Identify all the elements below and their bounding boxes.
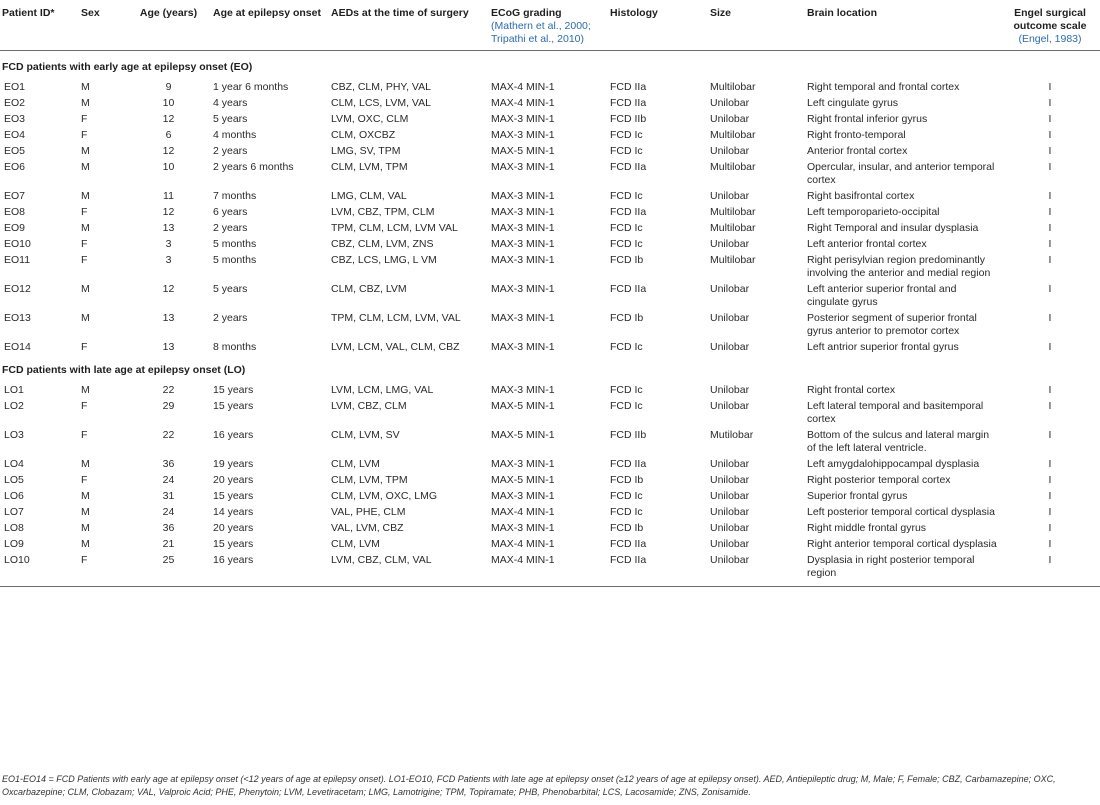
header-engel-label: Engel surgical outcome scale — [1013, 7, 1087, 32]
cell-engel: I — [1048, 474, 1052, 486]
header-aeds: AEDs at the time of surgery — [331, 7, 469, 19]
cell-sex: F — [81, 474, 88, 486]
cell-histology: FCD IIb — [610, 429, 647, 441]
cell-aeds: CLM, OXCBZ — [331, 129, 396, 141]
cell-brain-location: Dysplasia in right posterior temporal region — [805, 551, 1000, 587]
cell-sex: M — [81, 490, 90, 502]
table-row — [0, 397, 1100, 426]
cell-age-onset: 20 years — [213, 522, 254, 534]
cell-patient-id: LO3 — [4, 429, 24, 441]
cell-engel: I — [1048, 254, 1052, 266]
cell-patient-id: EO3 — [4, 113, 26, 125]
cell-sex: M — [81, 312, 90, 324]
cell-sex: M — [81, 283, 90, 295]
cell-patient-id: LO9 — [4, 538, 24, 550]
cell-age: 24 — [162, 506, 175, 518]
cell-patient-id: EO8 — [4, 206, 26, 218]
cell-histology: FCD IIa — [610, 538, 647, 550]
cell-histology: FCD Ic — [610, 341, 643, 353]
cell-histology: FCD Ic — [610, 238, 643, 250]
cell-ecog: MAX-3 MIN-1 — [491, 522, 555, 534]
cell-age: 36 — [162, 458, 175, 470]
cell-age-onset: 15 years — [213, 538, 254, 550]
cell-size: Unilobar — [710, 341, 750, 353]
cell-engel: I — [1048, 522, 1052, 534]
cell-brain-location: Opercular, insular, and anterior temporal cortex — [807, 161, 995, 186]
cell-histology: FCD Ic — [610, 145, 643, 157]
cell-patient-id: EO12 — [4, 283, 31, 295]
section-title: FCD patients with late age at epilepsy onset (LO) — [2, 364, 246, 376]
table-row — [0, 381, 1100, 397]
cell-engel: I — [1048, 384, 1052, 396]
cell-ecog: MAX-4 MIN-1 — [489, 551, 608, 587]
cell-sex: M — [81, 384, 90, 396]
cell-aeds: LVM, LCM, VAL, CLM, CBZ — [331, 341, 460, 353]
cell-ecog: MAX-3 MIN-1 — [491, 238, 555, 250]
cell-ecog: MAX-4 MIN-1 — [491, 506, 555, 518]
cell-patient-id: LO2 — [4, 400, 24, 412]
cell-histology: FCD IIa — [610, 458, 647, 470]
cell-engel: I — [1048, 400, 1052, 412]
cell-aeds: LVM, CBZ, TPM, CLM — [331, 206, 435, 218]
cell-histology: FCD IIa — [608, 551, 708, 587]
cell-age: 36 — [162, 522, 175, 534]
cell-aeds: CLM, LCS, LVM, VAL — [331, 97, 431, 109]
cell-brain-location: Right basifrontal cortex — [807, 190, 915, 202]
cell-sex: F — [81, 254, 88, 266]
cell-aeds: LVM, CBZ, CLM, VAL — [329, 551, 489, 587]
cell-aeds: CLM, LVM, TPM — [331, 474, 408, 486]
table-row — [0, 203, 1100, 219]
table-row — [0, 235, 1100, 251]
table-row — [0, 78, 1100, 94]
table-row — [0, 455, 1100, 471]
cell-patient-id: LO8 — [4, 522, 24, 534]
cell-size: Unilobar — [710, 283, 750, 295]
table-row — [0, 487, 1100, 503]
cell-age: 6 — [165, 129, 172, 141]
table-row — [0, 535, 1100, 551]
cell-brain-location: Right posterior temporal cortex — [807, 474, 951, 486]
cell-age: 13 — [162, 341, 175, 353]
cell-ecog: MAX-3 MIN-1 — [491, 161, 555, 173]
cell-size: Unilobar — [710, 522, 750, 534]
cell-age-onset: 1 year 6 months — [213, 81, 289, 93]
table-row — [0, 94, 1100, 110]
cell-aeds: LVM, LCM, LMG, VAL — [331, 384, 434, 396]
cell-size: Multilobar — [710, 206, 756, 218]
cell-age-onset: 14 years — [213, 506, 254, 518]
cell-patient-id: EO7 — [4, 190, 26, 202]
cell-histology: FCD IIa — [610, 81, 647, 93]
cell-sex: F — [81, 400, 88, 412]
cell-brain-location: Left anterior frontal cortex — [807, 238, 927, 250]
cell-sex: M — [81, 222, 90, 234]
cell-aeds: LMG, CLM, VAL — [331, 190, 407, 202]
cell-age: 24 — [162, 474, 175, 486]
cell-patient-id: EO10 — [4, 238, 31, 250]
cell-sex: M — [81, 81, 90, 93]
cell-engel: I — [1048, 312, 1052, 324]
cell-engel: I — [1048, 341, 1052, 353]
cell-histology: FCD IIb — [610, 113, 647, 125]
cell-histology: FCD IIa — [610, 97, 647, 109]
header-size: Size — [710, 7, 732, 19]
cell-size: Unilobar — [710, 238, 750, 250]
section-header-row — [0, 354, 1100, 381]
cell-engel: I — [1048, 429, 1052, 441]
header-sex: Sex — [81, 7, 100, 19]
cell-sex: M — [81, 458, 90, 470]
cell-sex: M — [81, 506, 90, 518]
cell-brain-location: Bottom of the sulcus and lateral margin of the left lateral ventricle. — [807, 429, 990, 454]
cell-age-onset: 5 months — [213, 238, 257, 250]
cell-patient-id: EO5 — [4, 145, 26, 157]
cell-age: 12 — [162, 283, 175, 295]
cell-age: 31 — [162, 490, 175, 502]
cell-aeds: LMG, SV, TPM — [331, 145, 401, 157]
cell-engel: I — [1048, 206, 1052, 218]
cell-histology: FCD IIa — [610, 161, 647, 173]
table-body — [0, 51, 1100, 587]
cell-age-onset: 19 years — [213, 458, 254, 470]
cell-size: Unilobar — [710, 190, 750, 202]
cell-age-onset: 16 years — [211, 551, 329, 587]
cell-age-onset: 2 years — [213, 222, 248, 234]
cell-engel: I — [1048, 129, 1052, 141]
cell-ecog: MAX-3 MIN-1 — [491, 312, 555, 324]
cell-size: Unilobar — [710, 506, 750, 518]
cell-histology: FCD Ic — [610, 222, 643, 234]
cell-aeds: CLM, LVM — [331, 458, 380, 470]
cell-sex: M — [81, 522, 90, 534]
cell-patient-id: LO4 — [4, 458, 24, 470]
cell-brain-location: Right frontal inferior gyrus — [807, 113, 928, 125]
table-footnote: EO1-EO14 = FCD Patients with early age at epilepsy onset (<12 years of age at epilepsy onset). LO1-EO10, FCD Patients with late age at epilepsy onset (≥12 years of age at epilepsy onset). AED, Antiepileptic drug; M, Male; F, Female; CBZ, Carbamazepine; OXC, Oxcarbazepine; CLM, Clobazam; VAL, Valproic Acid; PHE, Phenytoin; LVM, Levetiracetam; LMG, Lamotrigine; TPM, Topiramate; PHB, Phenobarbital; LCS, Lacosamide; ZNS, Zonisamide. — [2, 774, 1056, 797]
cell-ecog: MAX-4 MIN-1 — [491, 538, 555, 550]
cell-size: Mutilobar — [710, 429, 754, 441]
cell-histology: FCD Ib — [610, 474, 644, 486]
cell-size: Unilobar — [710, 538, 750, 550]
cell-age-onset: 16 years — [213, 429, 254, 441]
cell-sex: F — [81, 129, 88, 141]
cell-ecog: MAX-5 MIN-1 — [491, 474, 555, 486]
cell-patient-id: EO4 — [4, 129, 26, 141]
cell-patient-id: EO11 — [4, 254, 31, 266]
cell-engel: I — [1048, 458, 1052, 470]
cell-ecog: MAX-3 MIN-1 — [491, 190, 555, 202]
table-row — [0, 158, 1100, 187]
cell-brain-location: Superior frontal gyrus — [807, 490, 908, 502]
cell-ecog: MAX-5 MIN-1 — [491, 400, 555, 412]
cell-patient-id: EO6 — [4, 161, 26, 173]
cell-size: Unilobar — [710, 400, 750, 412]
cell-brain-location: Left antrior superior frontal gyrus — [807, 341, 959, 353]
cell-age: 13 — [162, 312, 175, 324]
header-brain-location: Brain location — [807, 7, 878, 19]
header-histology: Histology — [610, 7, 658, 19]
cell-age: 25 — [126, 551, 211, 587]
cell-patient-id: LO6 — [4, 490, 24, 502]
cell-aeds: LVM, CBZ, CLM — [331, 400, 407, 412]
cell-patient-id: EO1 — [4, 81, 26, 93]
table-row — [0, 280, 1100, 309]
cell-age: 22 — [162, 384, 175, 396]
cell-age-onset: 15 years — [213, 490, 254, 502]
cell-patient-id: LO7 — [4, 506, 24, 518]
cell-age-onset: 2 years — [213, 145, 248, 157]
cell-brain-location: Posterior segment of superior frontal gyrus anterior to premotor cortex — [807, 312, 977, 337]
table-row — [0, 251, 1100, 280]
cell-patient-id: LO1 — [4, 384, 24, 396]
cell-age-onset: 20 years — [213, 474, 254, 486]
cell-engel: I — [1048, 538, 1052, 550]
cell-size: Unilobar — [710, 312, 750, 324]
cell-patient-id: LO10 — [0, 551, 79, 587]
header-age: Age (years) — [139, 7, 198, 19]
cell-aeds: CBZ, CLM, LVM, ZNS — [331, 238, 434, 250]
section-title: FCD patients with early age at epilepsy onset (EO) — [2, 61, 253, 73]
table-row — [0, 126, 1100, 142]
cell-aeds: LVM, OXC, CLM — [331, 113, 409, 125]
cell-brain-location: Left temporoparieto-occipital — [807, 206, 940, 218]
cell-ecog: MAX-4 MIN-1 — [491, 97, 555, 109]
cell-brain-location: Left lateral temporal and basitemporal cortex — [807, 400, 984, 425]
table-row — [0, 426, 1100, 455]
cell-brain-location: Right temporal and frontal cortex — [807, 81, 960, 93]
cell-sex: F — [79, 551, 126, 587]
cell-age-onset: 6 years — [213, 206, 248, 218]
cell-ecog: MAX-3 MIN-1 — [491, 254, 555, 266]
cell-ecog: MAX-3 MIN-1 — [491, 206, 555, 218]
cell-aeds: TPM, CLM, LCM, LVM, VAL — [331, 312, 461, 324]
cell-ecog: MAX-3 MIN-1 — [491, 129, 555, 141]
cell-age: 21 — [162, 538, 175, 550]
cell-age: 10 — [162, 97, 175, 109]
cell-engel: I — [1048, 145, 1052, 157]
cell-sex: F — [81, 113, 88, 125]
cell-histology: FCD Ic — [610, 190, 643, 202]
cell-size: Unilobar — [710, 458, 750, 470]
cell-brain-location: Left anterior superior frontal and cingulate gyrus — [807, 283, 957, 308]
cell-age-onset: 5 months — [213, 254, 257, 266]
cell-histology: FCD Ic — [610, 384, 643, 396]
cell-sex: M — [81, 538, 90, 550]
cell-size: Multilobar — [710, 161, 756, 173]
cell-sex: F — [81, 429, 88, 441]
header-engel — [1000, 2, 1100, 51]
cell-aeds: CLM, CBZ, LVM — [331, 283, 407, 295]
cell-ecog: MAX-4 MIN-1 — [491, 81, 555, 93]
cell-patient-id: EO2 — [4, 97, 26, 109]
cell-age-onset: 8 months — [213, 341, 257, 353]
cell-histology: FCD Ic — [610, 129, 643, 141]
cell-size: Unilobar — [708, 551, 805, 587]
cell-age-onset: 15 years — [213, 400, 254, 412]
cell-histology: FCD Ib — [610, 312, 644, 324]
cell-ecog: MAX-3 MIN-1 — [491, 113, 555, 125]
table-row — [0, 471, 1100, 487]
cell-sex: F — [81, 238, 88, 250]
cell-ecog: MAX-3 MIN-1 — [491, 490, 555, 502]
cell-histology: FCD Ic — [610, 506, 643, 518]
cell-sex: M — [81, 145, 90, 157]
table-row — [0, 503, 1100, 519]
cell-ecog: MAX-5 MIN-1 — [491, 429, 555, 441]
cell-ecog: MAX-3 MIN-1 — [491, 283, 555, 295]
cell-aeds: CBZ, CLM, PHY, VAL — [331, 81, 431, 93]
header-ecog-label: ECoG grading — [491, 7, 562, 19]
cell-engel: I — [1048, 238, 1052, 250]
cell-size: Unilobar — [710, 145, 750, 157]
cell-aeds: CLM, LVM, TPM — [331, 161, 408, 173]
cell-histology: FCD Ib — [610, 522, 644, 534]
cell-sex: M — [81, 190, 90, 202]
cell-age-onset: 2 years — [213, 312, 248, 324]
cell-ecog: MAX-3 MIN-1 — [491, 341, 555, 353]
cell-ecog: MAX-3 MIN-1 — [491, 384, 555, 396]
header-engel-citation-link[interactable]: (Engel, 1983) — [1018, 33, 1082, 45]
cell-size: Unilobar — [710, 474, 750, 486]
cell-aeds: CBZ, LCS, LMG, L VM — [331, 254, 437, 266]
cell-age: 3 — [165, 238, 172, 250]
cell-ecog: MAX-3 MIN-1 — [491, 458, 555, 470]
cell-engel: I — [1048, 190, 1052, 202]
cell-sex: M — [81, 97, 90, 109]
cell-age: 11 — [163, 190, 174, 202]
cell-age-onset: 15 years — [213, 384, 254, 396]
cell-age-onset: 2 years 6 months — [213, 161, 294, 173]
cell-brain-location: Right Temporal and insular dysplasia — [807, 222, 979, 234]
cell-age-onset: 7 months — [213, 190, 257, 202]
cell-histology: FCD Ic — [610, 400, 643, 412]
cell-sex: F — [81, 341, 88, 353]
cell-size: Multilobar — [710, 254, 756, 266]
header-age-onset: Age at epilepsy onset — [213, 7, 321, 19]
cell-size: Multilobar — [710, 81, 756, 93]
cell-age: 9 — [165, 81, 172, 93]
cell-brain-location: Left posterior temporal cortical dysplasia — [807, 506, 995, 518]
cell-age: 13 — [162, 222, 175, 234]
cell-age-onset: 5 years — [213, 283, 248, 295]
cell-patient-id: EO14 — [4, 341, 31, 353]
table-row — [0, 551, 1100, 587]
cell-ecog: MAX-3 MIN-1 — [491, 222, 555, 234]
cell-brain-location: Right frontal cortex — [807, 384, 896, 396]
cell-brain-location: Right middle frontal gyrus — [807, 522, 927, 534]
table-header — [0, 2, 1100, 51]
table-row — [0, 187, 1100, 203]
cell-histology: FCD Ib — [610, 254, 644, 266]
cell-engel: I — [1000, 551, 1100, 587]
cell-patient-id: EO13 — [4, 312, 31, 324]
cell-size: Unilobar — [710, 97, 750, 109]
table-row — [0, 519, 1100, 535]
cell-sex: F — [81, 206, 88, 218]
cell-engel: I — [1048, 222, 1052, 234]
cell-size: Multilobar — [710, 129, 756, 141]
cell-age-onset: 5 years — [213, 113, 248, 125]
patient-table — [0, 2, 1100, 587]
cell-brain-location: Anterior frontal cortex — [807, 145, 908, 157]
cell-engel: I — [1048, 490, 1052, 502]
header-ecog — [489, 2, 608, 51]
cell-engel: I — [1048, 81, 1052, 93]
cell-ecog: MAX-5 MIN-1 — [491, 145, 555, 157]
header-ecog-citation-link[interactable]: (Mathern et al., 2000; Tripathi et al., 2010) — [491, 20, 591, 45]
table-row — [0, 338, 1100, 354]
cell-brain-location: Left cingulate gyrus — [807, 97, 899, 109]
cell-engel: I — [1048, 113, 1052, 125]
section-header-row — [0, 51, 1100, 79]
cell-engel: I — [1048, 161, 1052, 173]
cell-aeds: CLM, LVM, SV — [331, 429, 400, 441]
cell-brain-location: Right perisylvian region predominantly involving the anterior and medial region — [807, 254, 991, 279]
cell-size: Unilobar — [710, 113, 750, 125]
cell-age: 12 — [162, 145, 175, 157]
cell-histology: FCD Ic — [610, 490, 643, 502]
cell-histology: FCD IIa — [610, 206, 647, 218]
cell-age-onset: 4 years — [213, 97, 248, 109]
cell-aeds: VAL, LVM, CBZ — [331, 522, 404, 534]
cell-engel: I — [1048, 506, 1052, 518]
cell-age: 10 — [162, 161, 175, 173]
cell-aeds: TPM, CLM, LCM, LVM VAL — [331, 222, 458, 234]
cell-aeds: CLM, LVM, OXC, LMG — [331, 490, 437, 502]
cell-engel: I — [1048, 97, 1052, 109]
table-row — [0, 309, 1100, 338]
cell-age-onset: 4 months — [213, 129, 257, 141]
cell-patient-id: LO5 — [4, 474, 24, 486]
cell-age: 29 — [162, 400, 175, 412]
table-row — [0, 110, 1100, 126]
cell-aeds: VAL, PHE, CLM — [331, 506, 406, 518]
cell-size: Unilobar — [710, 490, 750, 502]
header-patient-id: Patient ID* — [2, 7, 55, 19]
cell-brain-location: Right anterior temporal cortical dysplasia — [807, 538, 997, 550]
cell-age: 3 — [165, 254, 172, 266]
cell-patient-id: EO9 — [4, 222, 26, 234]
cell-brain-location: Right fronto-temporal — [807, 129, 906, 141]
cell-size: Unilobar — [710, 384, 750, 396]
cell-size: Multilobar — [710, 222, 756, 234]
table-row — [0, 219, 1100, 235]
cell-sex: M — [81, 161, 90, 173]
cell-age: 22 — [162, 429, 175, 441]
cell-histology: FCD IIa — [610, 283, 647, 295]
cell-brain-location: Left amygdalohippocampal dysplasia — [807, 458, 980, 470]
table-row — [0, 142, 1100, 158]
cell-age: 12 — [162, 206, 175, 218]
cell-aeds: CLM, LVM — [331, 538, 380, 550]
cell-engel: I — [1048, 283, 1052, 295]
cell-age: 12 — [162, 113, 175, 125]
